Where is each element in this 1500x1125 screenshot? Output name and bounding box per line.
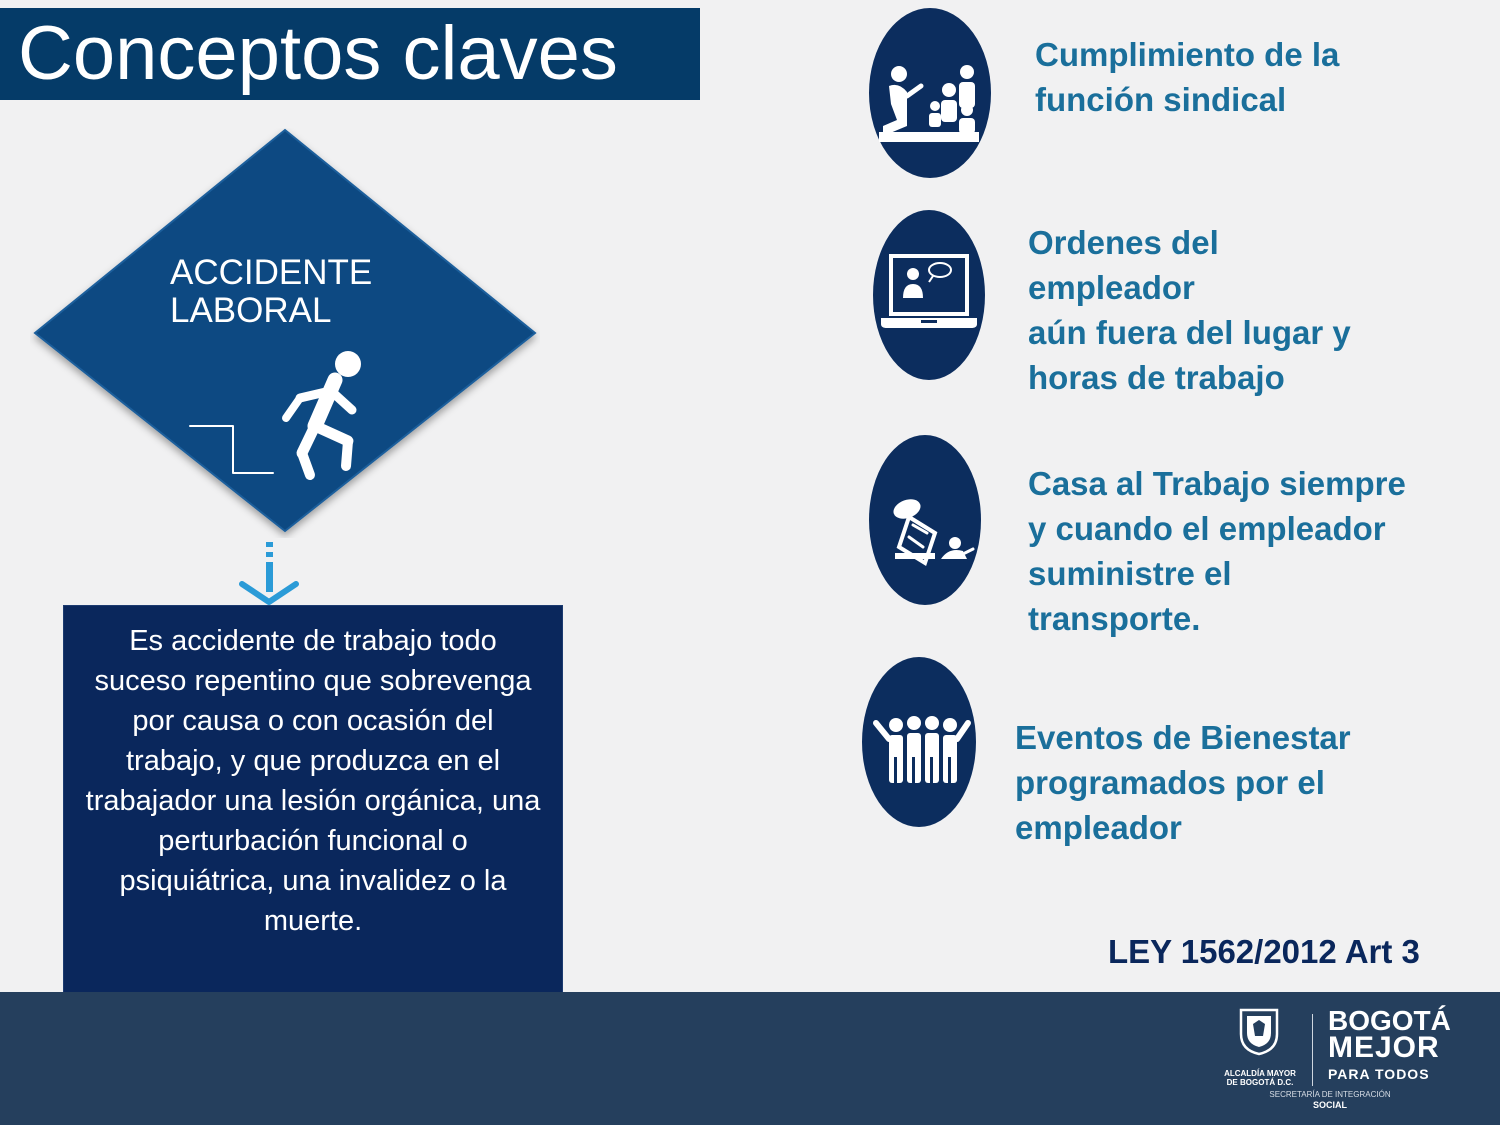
definition-text: Es accidente de trabajo todo suceso repentino que sobrevenga por causa o con ocasión del trabajo, y que produzca en el trabajador una lesión orgánica, una perturbación funcional o psiquiátrica, una invalidez o la muerte.: [85, 625, 541, 937]
car-accident-icon: [869, 435, 981, 605]
laptop-video-call-icon: [873, 210, 985, 380]
down-arrow-icon: [238, 540, 302, 606]
bogota-logo: [1215, 1000, 1451, 1120]
definition-box: [63, 605, 563, 993]
accident-diamond: [30, 128, 540, 538]
law-reference: LEY 1562/2012 Art 3: [1108, 933, 1420, 970]
secretaria-text: SECRETARÍA DE INTEGRACIÓN: [1269, 1090, 1391, 1099]
alcaldia-text: ALCALDÍA MAYOR DE BOGOTÁ D.C.: [1224, 1069, 1296, 1087]
item-2-text: Ordenes del empleador aún fuera del lugar y horas de trabajo: [1028, 224, 1351, 396]
item-1-circle: [869, 8, 991, 178]
item-3-text: Casa al Trabajo siempre y cuando el empleador suministre el transporte.: [1028, 465, 1406, 637]
item-3-circle: [869, 435, 981, 605]
item-2-circle: [873, 210, 985, 380]
title-banner: [0, 8, 700, 100]
footer-bar: [0, 992, 1500, 1125]
item-4-circle: [862, 657, 976, 827]
page-title: Conceptos claves: [18, 11, 618, 96]
diamond-label: ACCIDENTE LABORAL: [170, 253, 373, 330]
brand-bogota: BOGOTÁ: [1328, 1005, 1451, 1036]
brand-mejor: MEJOR: [1328, 1031, 1440, 1064]
meeting-group-icon: [869, 8, 991, 178]
coat-of-arms-icon: [1237, 1006, 1281, 1056]
social-text: SOCIAL: [1312, 1100, 1347, 1110]
group-celebration-icon: [862, 657, 976, 827]
item-4-text: Eventos de Bienestar programados por el empleador: [1015, 719, 1351, 846]
brand-para-todos: PARA TODOS: [1328, 1066, 1430, 1082]
item-1-text: Cumplimiento de la función sindical: [1035, 36, 1340, 118]
logo-divider: [1312, 1014, 1313, 1086]
